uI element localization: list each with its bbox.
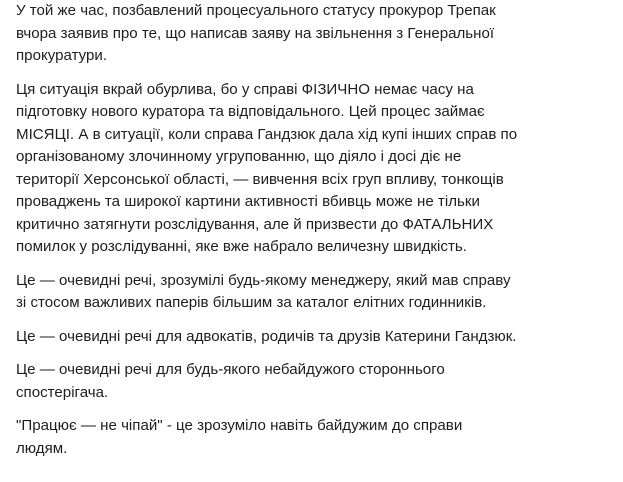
text-line: вчора заявив про те, що написав заяву на звільнення з Генеральної: [16, 24, 495, 42]
paragraph-2: [16, 79, 616, 259]
text-line: Ця ситуація вкрай обурлива, бо у справі ФІЗИЧНО немає часу на: [16, 80, 474, 98]
text-line: помилок у розслідуванні, яке вже набрало величезну швидкість.: [16, 238, 467, 255]
text-line: Це — очевидні речі для адвокатів, родичів та друзів Катерини Гандзюк.: [16, 327, 517, 345]
text-line: критично затягнути розслідування, але й призвести до ФАТАЛЬНИХ: [16, 215, 494, 233]
text-line: підготовку нового куратора та відповідального. Цей процес займає: [16, 103, 485, 120]
text-line: проваджень та широкої картини активності вбивць може не тільки: [16, 193, 480, 210]
text-line: спостерігача.: [16, 383, 109, 401]
paragraph-1: [16, 0, 616, 68]
paragraph-6: [16, 415, 616, 460]
text-line: зі стосом важливих паперів більшим за каталог елітних годинників.: [16, 294, 487, 311]
text-line: людям.: [16, 439, 68, 457]
post-body: [16, 0, 616, 460]
text-line: Це — очевидні речі, зрозумілі будь-якому менеджеру, який мав справу: [16, 271, 511, 289]
text-line: "Працює — не чіпай" - це зрозуміло навіть байдужим до справи: [16, 417, 463, 434]
text-line: У той же час, позбавлений процесуального статусу прокурор Трепак: [16, 2, 496, 19]
text-line: прокуратури.: [16, 47, 108, 64]
text-line: Це — очевидні речі для будь-якого небайдужого стороннього: [16, 361, 445, 378]
text-line: МІСЯЦІ. А в ситуації, коли справа Гандзюк дала хід купі інших справ по: [16, 125, 518, 143]
text-line: території Херсонської області, — вивчення всіх груп впливу, тонкощів: [16, 170, 504, 188]
paragraph-3: [16, 270, 616, 315]
paragraph-4: [16, 326, 616, 349]
paragraph-5: [16, 359, 616, 404]
text-line: організованому злочинному угрупованню, що діяло і досі діє не: [16, 148, 462, 165]
